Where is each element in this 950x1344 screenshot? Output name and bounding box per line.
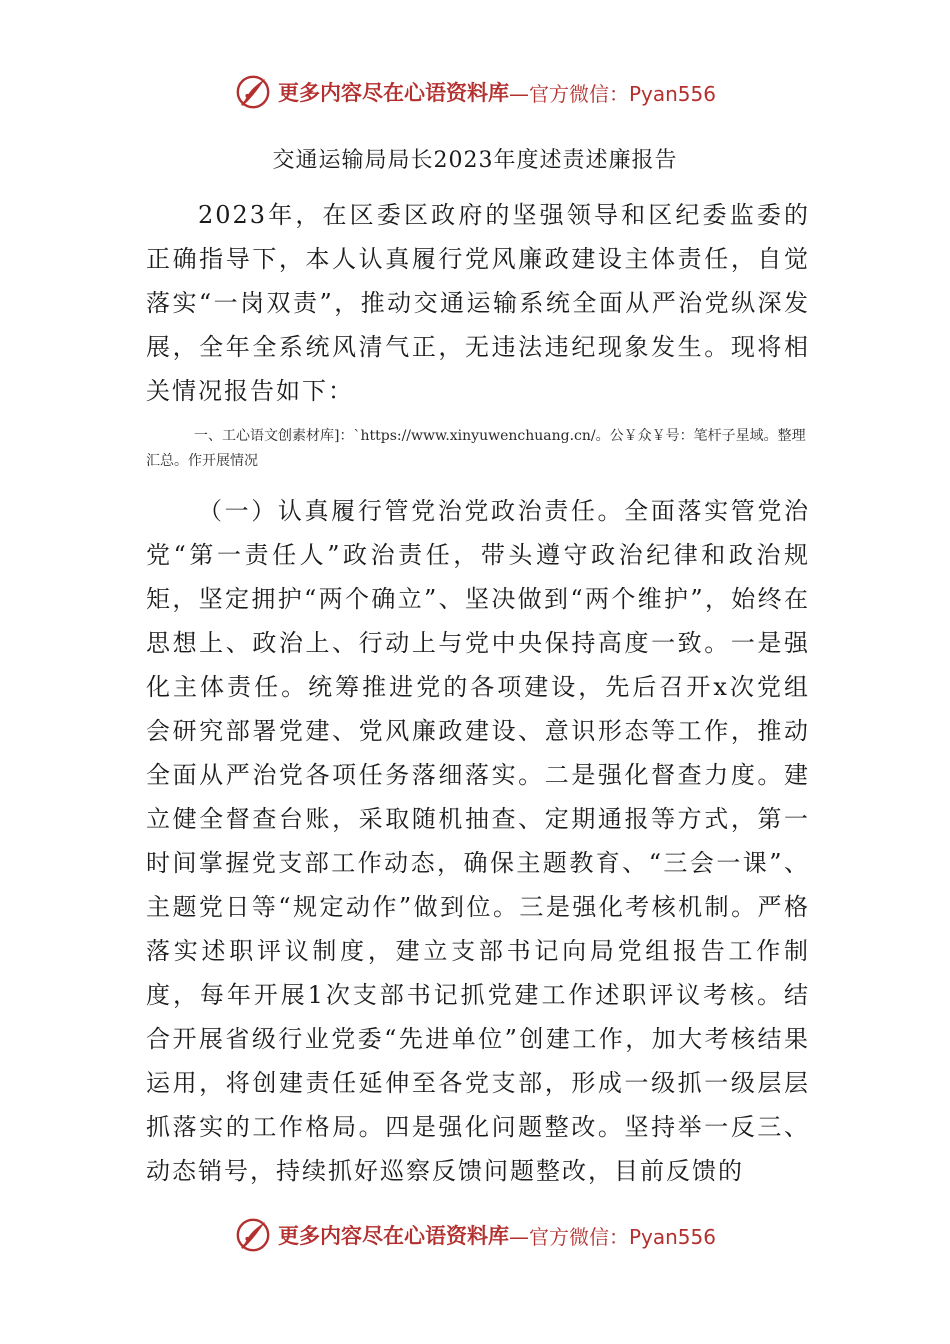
quill-logo-icon (234, 1216, 272, 1254)
footer-banner (0, 1213, 950, 1257)
banner-main-text: 更多内容尽在心语资料库 (277, 1223, 509, 1248)
document-title: 交通运输局局长2023年度述责述廉报告 (272, 148, 678, 173)
intro-paragraph: 2023年，在区委区政府的坚强领导和区纪委监委的正确指导下，本人认真履行党风廉政建设主体责任，自觉落实“一岗双责”，推动交通运输系统全面从严治党纵深发展，全年全系统风清气正，无违法违纪现象发生。现将相关情况报告如下： (146, 201, 810, 405)
banner-sub-text: —官方微信：Pyan556 (508, 1224, 716, 1249)
banner-main-text: 更多内容尽在心语资料库 (277, 80, 509, 105)
source-note: 一、工心语文创素材库]：`https://www.xinyuwenchuang.cn/。公￥众￥号：笔杆子星域。整理汇总。作开展情况 (146, 428, 806, 469)
quill-logo-icon (234, 73, 272, 111)
banner-sub-text: —官方微信：Pyan556 (508, 81, 716, 106)
section-1-paragraph: （一）认真履行管党治党政治责任。全面落实管党治党“第一责任人”政治责任，带头遵守政治纪律和政治规矩，坚定拥护“两个确立”、坚决做到“两个维护”，始终在思想上、政治上、行动上与党中央保持高度一致。一是强化主体责任。统筹推进党的各项建设，先后召开x次党组会研究部署党建、党风廉政建设、意识形态等工作，推动全面从严治党各项任务落细落实。二是强化督查力度。建立健全督查台账，采取随机抽查、定期通报等方式，第一时间掌握党支部工作动态，确保主题教育、“三会一课”、主题党日等“规定动作”做到位。三是强化考核机制。严格落实述职评议制度，建立支部书记向局党组报告工作制度，每年开展1次支部书记抓党建工作述职评议考核。结合开展省级行业党委“先进单位”创建工作，加大考核结果运用，将创建责任延伸至各党支部，形成一级抓一级层层抓落实的工作格局。四是强化问题整改。坚持举一反三、动态销号，持续抓好巡察反馈问题整改，目前反馈的 (146, 497, 810, 1185)
header-banner (0, 70, 950, 114)
